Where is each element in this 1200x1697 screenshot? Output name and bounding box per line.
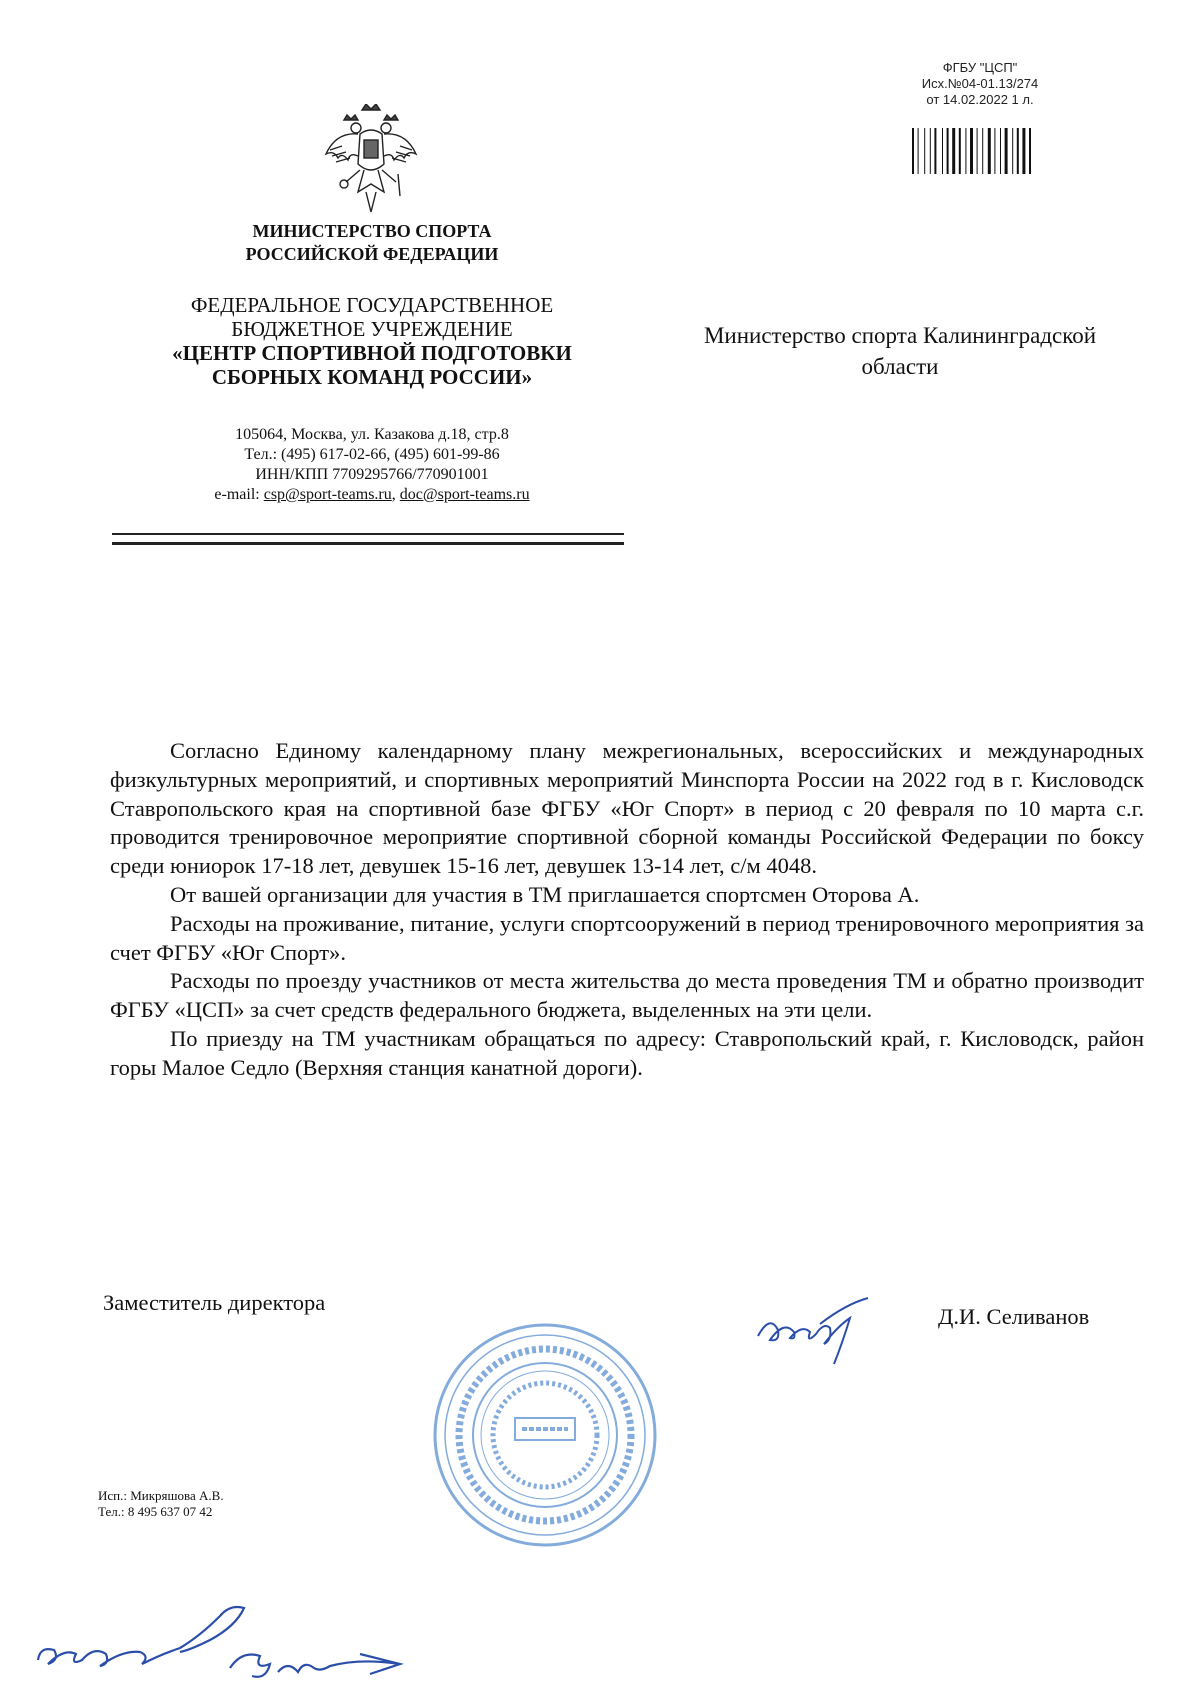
official-seal	[430, 1320, 660, 1550]
barcode-bar	[994, 128, 995, 174]
barcode-bar	[952, 128, 955, 174]
coat-of-arms-icon	[322, 104, 420, 216]
barcode-bar	[930, 128, 931, 174]
barcode-bar	[934, 128, 936, 174]
barcode-bar	[942, 128, 943, 174]
barcode-bar	[1000, 128, 1001, 174]
body-paragraph-5: По приезду на ТМ участникам обращаться по адресу: Ставропольский край, г. Кисловодск, район горы Малое Седло (Верхняя станция канатной дороги).	[110, 1025, 1144, 1080]
letterhead-contacts	[112, 425, 632, 505]
executor-name: Исп.: Микряшова А.В.	[98, 1488, 224, 1503]
letterhead-divider-thick	[112, 542, 624, 545]
executor-info	[98, 1488, 224, 1520]
org-line-2: БЮДЖЕТНОЕ УЧРЕЖДЕНИЕ	[231, 317, 513, 341]
addressee-line-1: Министерство спорта Калининградской	[703, 323, 1097, 348]
barcode-bar	[970, 128, 973, 174]
barcode-bar	[1022, 128, 1025, 174]
body-paragraph-4: Расходы по проезду участников от места жительства до места проведения ТМ и обратно производит ФГБУ «ЦСП» за счет средств федерального бюджета, выделенных на эти цели.	[110, 968, 1144, 1023]
barcode-bar	[1005, 128, 1008, 174]
letterhead-ministry	[112, 220, 632, 266]
barcode-bar	[924, 128, 925, 174]
org-line-3: «ЦЕНТР СПОРТИВНОЙ ПОДГОТОВКИ	[172, 341, 572, 365]
org-inn: ИНН/КПП 7709295766/770901001	[255, 466, 489, 483]
email-separator: ,	[391, 486, 396, 503]
registration-date: от 14.02.2022 1 л.	[926, 92, 1034, 107]
body-paragraph-2: От вашей организации для участия в ТМ приглашается спортсмен Оторова А.	[170, 881, 920, 907]
barcode-bar	[912, 128, 914, 174]
letterhead-organization	[112, 293, 632, 389]
ministry-line-1: МИНИСТЕРСТВО СПОРТА	[252, 221, 492, 241]
signatory-title: Заместитель директора	[103, 1290, 326, 1315]
handwritten-signature	[750, 1284, 880, 1374]
barcode-bar	[918, 128, 919, 174]
barcode-bar	[959, 128, 961, 174]
org-line-1: ФЕДЕРАЛЬНОЕ ГОСУДАРСТВЕННОЕ	[190, 293, 554, 317]
email-link-1[interactable]: csp@sport-teams.ru	[263, 486, 392, 503]
registration-number: Исх.№04-01.13/274	[921, 76, 1039, 91]
barcode	[912, 128, 1062, 174]
body-paragraph-1: Согласно Единому календарному плану межрегиональных, всероссийских и международных физкультурных мероприятий, и спортивных мероприятий Минспорта России на 2022 год в г. Кисловодск Ставропольского края на спортивной базе ФГБУ «Юг Спорт» в период с 20 февраля по 10 марта с.г. проводится тренировочное мероприятие спортивной сборной команды Российской Федерации по боксу среди юниорок 17-18 лет, девушек 15-16 лет, девушек 13-14 лет, с/м 4048.	[110, 738, 1144, 879]
handwritten-initials	[30, 1590, 500, 1690]
body-paragraph-3: Расходы на проживание, питание, услуги спортсооружений в период тренировочного мероприятия за счет ФГБУ «Юг Спорт».	[110, 910, 1144, 965]
signatory-name: Д.И. Селиванов	[938, 1304, 1090, 1329]
addressee-line-2: области	[861, 354, 939, 379]
executor-phone: Тел.: 8 495 637 07 42	[98, 1504, 213, 1519]
barcode-bar	[1017, 128, 1019, 174]
email-label: e-mail:	[214, 486, 260, 503]
registration-org: ФГБУ "ЦСП"	[942, 60, 1018, 75]
barcode-bar	[982, 128, 983, 174]
barcode-bar	[988, 128, 991, 174]
registration-stamp	[880, 60, 1080, 108]
letter-body	[110, 737, 1144, 1083]
barcode-bar	[1029, 128, 1031, 174]
barcode-bar	[947, 128, 949, 174]
addressee	[650, 320, 1150, 382]
barcode-bar	[977, 128, 978, 174]
org-phone: Тел.: (495) 617-02-66, (495) 601-99-86	[244, 446, 500, 463]
org-email-line	[112, 485, 632, 505]
org-line-4: СБОРНЫХ КОМАНД РОССИИ»	[211, 365, 533, 389]
org-address: 105064, Москва, ул. Казакова д.18, стр.8	[235, 426, 509, 443]
barcode-bar	[1012, 128, 1013, 174]
ministry-line-2: РОССИЙСКОЙ ФЕДЕРАЦИИ	[245, 244, 499, 264]
email-link-2[interactable]: doc@sport-teams.ru	[399, 486, 530, 503]
letterhead-divider	[112, 533, 624, 535]
barcode-bar	[965, 128, 966, 174]
